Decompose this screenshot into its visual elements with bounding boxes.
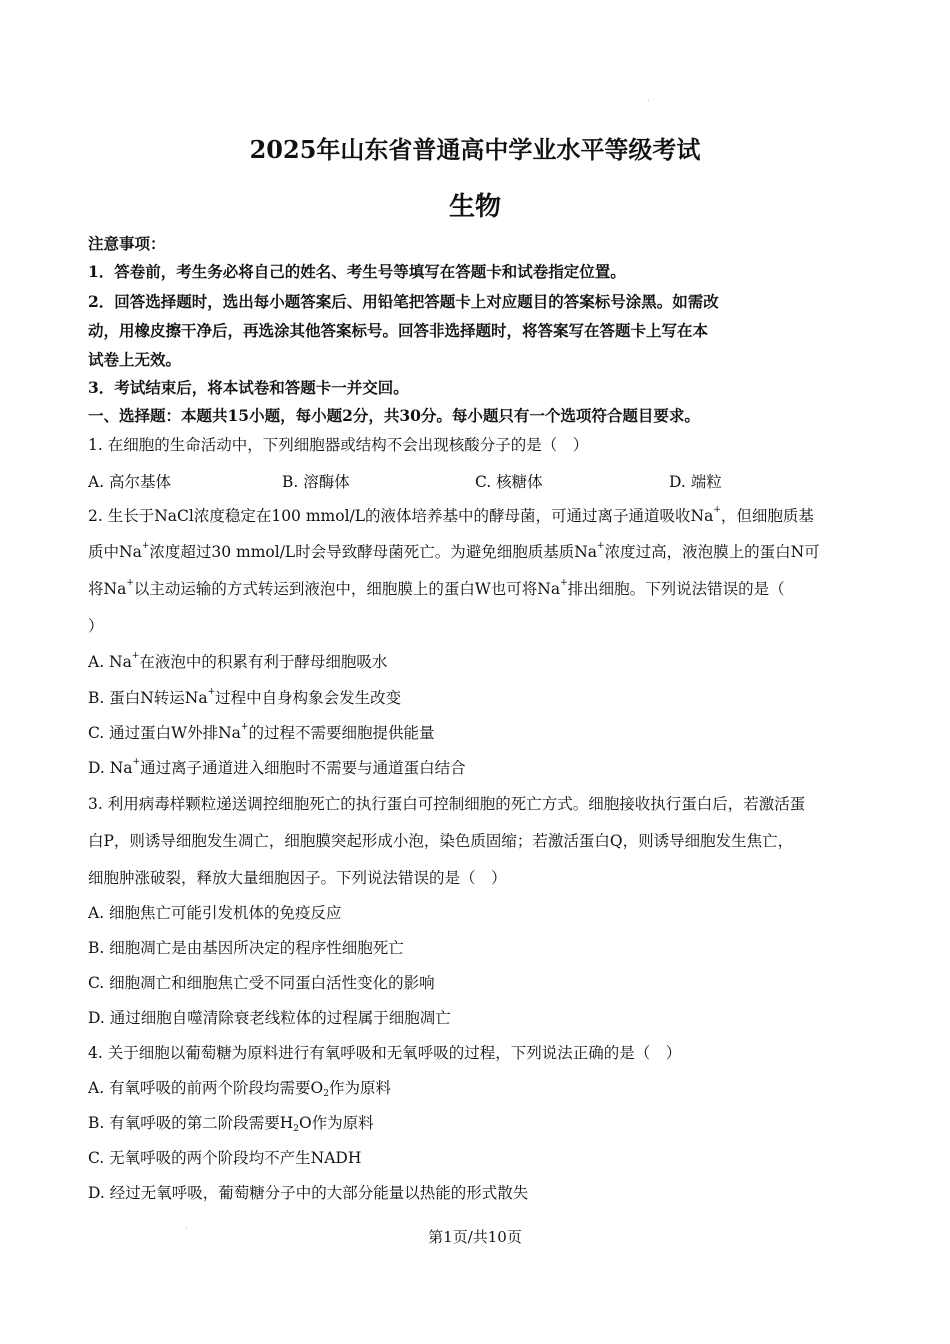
scan-dot — [648, 100, 649, 101]
question-4-stem: 4. 关于细胞以葡萄糖为原料进行有氧呼吸和无氧呼吸的过程，下列说法正确的是（ ） — [88, 1044, 682, 1062]
option-a: A. 细胞焦亡可能引发机体的免疫反应 — [88, 904, 342, 922]
notice-item: 3．考试结束后，将本试卷和答题卡一并交回。 — [88, 378, 409, 397]
question-1-stem: 1. 在细胞的生命活动中，下列细胞器或结构不会出现核酸分子的是（ ） — [88, 436, 589, 454]
option-d: D. Na+通过离子通道进入细胞时不需要与通道蛋白结合 — [88, 757, 466, 777]
option-d: D. 通过细胞自噬清除衰老线粒体的过程属于细胞凋亡 — [88, 1009, 451, 1027]
question-2-line: 质中Na+浓度超过30 mmol/L时会导致酵母菌死亡。为避免细胞质基质Na+浓度过高，液泡膜上的蛋白N可 — [88, 541, 820, 561]
option-a: A. 高尔基体 — [88, 473, 172, 491]
notice-item: 2．回答选择题时，选出每小题答案后、用铅笔把答题卡上对应题目的答案标号涂黑。如需改 — [88, 292, 719, 311]
question-2-line: ） — [88, 617, 104, 635]
option-d: D. 经过无氧呼吸，葡萄糖分子中的大部分能量以热能的形式散失 — [88, 1184, 529, 1202]
subject-title: 生物 — [448, 192, 501, 222]
question-1-options — [88, 470, 868, 492]
option-b: B. 蛋白N转运Na+过程中自身构象会发生改变 — [88, 687, 402, 707]
notice-item: 试卷上无效。 — [88, 350, 182, 369]
option-c: C. 细胞凋亡和细胞焦亡受不同蛋白活性变化的影响 — [88, 974, 435, 992]
option-a: A. 有氧呼吸的前两个阶段均需要O2作为原料 — [88, 1079, 392, 1099]
option-b: B. 有氧呼吸的第二阶段需要H2O作为原料 — [88, 1114, 374, 1134]
question-3-line: 白P，则诱导细胞发生凋亡，细胞膜突起形成小泡，染色质固缩；若激活蛋白Q，则诱导细胞发生焦亡， — [88, 832, 794, 850]
option-b: B. 溶酶体 — [282, 473, 350, 491]
question-3-line: 细胞肿涨破裂，释放大量细胞因子。下列说法错误的是（ ） — [88, 869, 507, 887]
question-2-line: 2. 生长于NaCl浓度稳定在100 mmol/L的液体培养基中的酵母菌，可通过离子通道吸收Na+，但细胞质基 — [88, 505, 814, 525]
notice-item: 动，用橡皮擦干净后，再选涂其他答案标号。回答非选择题时，将答案写在答题卡上写在本 — [88, 321, 709, 340]
option-a: A. Na+在液泡中的积累有利于酵母细胞吸水 — [88, 651, 388, 671]
question-3-line: 3. 利用病毒样颗粒递送调控细胞死亡的执行蛋白可控制细胞的死亡方式。细胞接收执行蛋白后，若激活蛋 — [88, 795, 806, 813]
option-b: B. 细胞凋亡是由基因所决定的程序性细胞死亡 — [88, 939, 404, 957]
notice-item: 1．答卷前，考生务必将自己的姓名、考生号等填写在答题卡和试卷指定位置。 — [88, 262, 626, 281]
notice-heading: 注意事项： — [88, 234, 166, 253]
option-c: C. 通过蛋白W外排Na+的过程不需要细胞提供能量 — [88, 722, 435, 742]
exam-title: 2025年山东省普通高中学业水平等级考试 — [249, 135, 701, 164]
question-2-line: 将Na+以主动运输的方式转运到液泡中，细胞膜上的蛋白W也可将Na+排出细胞。下列说法错误的是（ — [88, 578, 785, 598]
option-c: C. 核糖体 — [475, 473, 543, 491]
section-heading: 一、选择题：本题共15小题，每小题2分，共30分。每小题只有一个选项符合题目要求。 — [88, 406, 700, 425]
option-c: C. 无氧呼吸的两个阶段均不产生NADH — [88, 1149, 362, 1167]
page-number: 第1页/共10页 — [428, 1228, 522, 1246]
option-d: D. 端粒 — [669, 473, 722, 491]
